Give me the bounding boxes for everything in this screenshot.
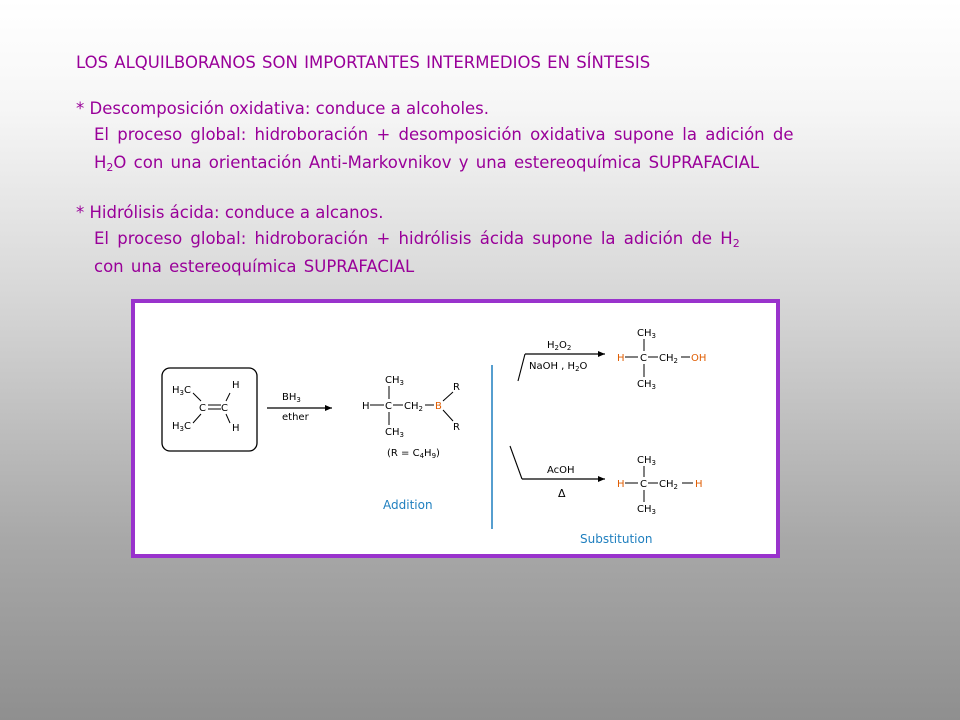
formula-sub-2: 2 bbox=[732, 237, 740, 250]
svg-text:C: C bbox=[640, 479, 647, 490]
reagent-naoh-h2o: NaOH , $H_2O$ bbox=[529, 361, 588, 373]
svg-text:CH3: $CH_3$ bbox=[637, 379, 656, 391]
acid-heading: * Hidrólisis ácida: conduce a alcanos. bbox=[76, 203, 384, 222]
page-title: LOS ALQUILBORANOS SON IMPORTANTES INTERMEDIOS EN SÍNTESIS bbox=[76, 53, 651, 72]
reagent-ether: ether bbox=[282, 412, 309, 423]
svg-text:R: R bbox=[453, 382, 460, 393]
label-addition: Addition bbox=[383, 498, 433, 512]
svg-text:C: C bbox=[640, 353, 647, 364]
alkene-structure bbox=[172, 380, 240, 434]
branch-line-acid bbox=[510, 446, 522, 479]
formula-sub-2: 2 bbox=[106, 161, 114, 174]
svg-text:C: C bbox=[385, 401, 392, 412]
svg-text:H: H bbox=[232, 380, 240, 391]
svg-text:H: H bbox=[232, 423, 240, 434]
reaction-scheme bbox=[135, 303, 784, 562]
reagent-bh3: $BH_3$ bbox=[282, 392, 301, 404]
svg-text:H: H bbox=[617, 479, 625, 490]
svg-text:CH3: $CH_3$ bbox=[385, 375, 404, 387]
svg-text:C: C bbox=[221, 403, 228, 414]
svg-text:CH2: $CH_2$ bbox=[659, 479, 678, 491]
alcohol-bonds bbox=[625, 339, 690, 377]
svg-text:OH: OH bbox=[691, 353, 707, 364]
svg-text:H3C: $H_3C$ bbox=[172, 421, 191, 433]
svg-text:B: B bbox=[435, 401, 442, 412]
svg-text:H3C: $H_3C$ bbox=[172, 385, 191, 397]
reagent-h2o2: $H_2O_2$ bbox=[547, 340, 572, 352]
alkane-product bbox=[617, 455, 703, 516]
svg-text:R: R bbox=[453, 422, 460, 433]
svg-text:(R = C4H9): $(R = C_4H_9)$ bbox=[387, 448, 440, 460]
formula-h: H bbox=[94, 153, 107, 172]
svg-text:CH3: $CH_3$ bbox=[637, 504, 656, 516]
svg-text:CH3: $CH_3$ bbox=[385, 427, 404, 439]
svg-text:C: C bbox=[199, 403, 206, 414]
borane-structure bbox=[362, 375, 460, 460]
oxidative-heading: * Descomposición oxidativa: conduce a alcoholes. bbox=[76, 99, 490, 118]
acid-line-1 bbox=[94, 229, 740, 248]
reaction-scheme-panel bbox=[131, 299, 780, 558]
oxidative-line-1: El proceso global: hidroboración + desomposición oxidativa supone la adición de bbox=[94, 125, 794, 144]
svg-text:H: H bbox=[695, 479, 703, 490]
svg-text:CH3: $CH_3$ bbox=[637, 455, 656, 467]
svg-text:CH3: $CH_3$ bbox=[637, 328, 656, 340]
alcohol-product bbox=[617, 328, 706, 391]
svg-text:H: H bbox=[362, 401, 370, 412]
label-substitution: Substitution bbox=[580, 532, 653, 546]
oxidative-line-2-text: O con una orientación Anti-Markovnikov y una estereoquímica SUPRAFACIAL bbox=[113, 153, 760, 172]
acid-line-2: con una estereoquímica SUPRAFACIAL bbox=[94, 257, 415, 276]
oxidative-line-2 bbox=[94, 153, 759, 172]
svg-text:CH2: $CH_2$ bbox=[659, 353, 678, 365]
reagent-acoh: AcOH bbox=[547, 465, 575, 476]
svg-text:CH2: $CH_2$ bbox=[404, 401, 423, 413]
acid-line-1-text: El proceso global: hidroboración + hidrólisis ácida supone la adición de H bbox=[94, 229, 733, 248]
svg-text:H: H bbox=[617, 353, 625, 364]
branch-line-oxidation bbox=[518, 354, 525, 381]
reagent-heat: Δ bbox=[558, 487, 566, 500]
